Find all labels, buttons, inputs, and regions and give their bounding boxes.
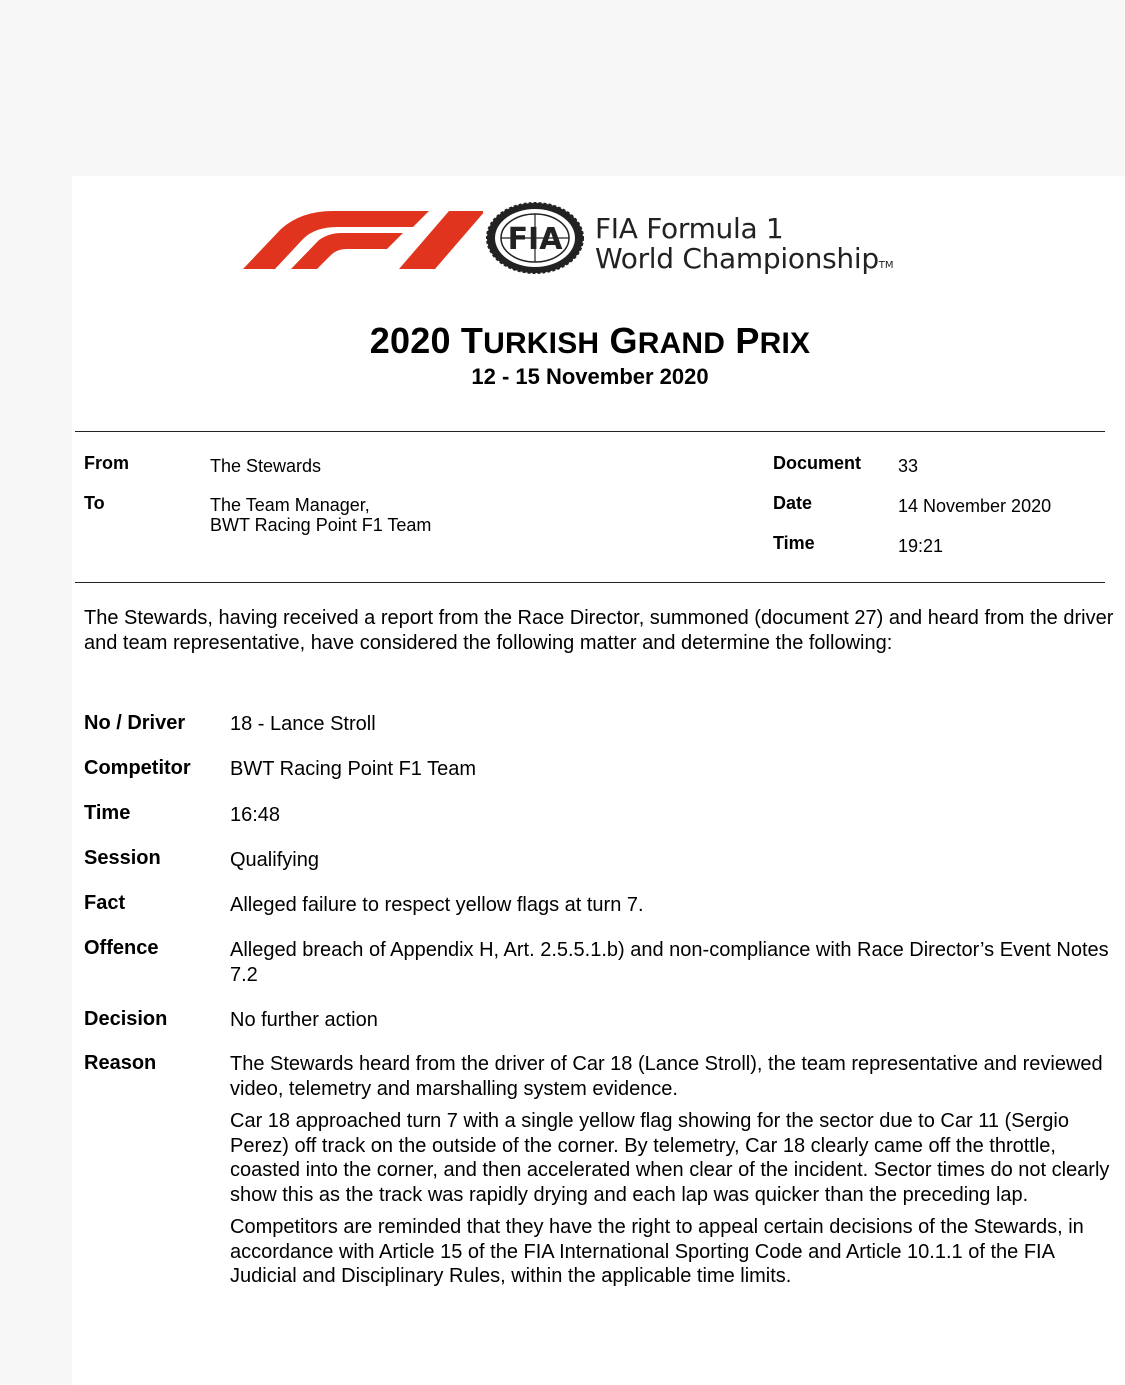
fact-value: Alleged failure to respect yellow flags at turn 7. (230, 894, 644, 916)
session-value: Qualifying (230, 849, 319, 871)
divider-top (75, 431, 1105, 432)
brand-line-1: FIA Formula 1 (595, 212, 784, 245)
fact-label: Fact (84, 892, 126, 914)
time-label: Time (773, 533, 815, 553)
date-label: Date (773, 493, 813, 513)
driver-value: 18 - Lance Stroll (230, 713, 376, 735)
to-value: The Team Manager, BWT Racing Point F1 Team (210, 495, 432, 535)
brand-line-2: World ChampionshipTM (595, 242, 894, 275)
intro-paragraph: The Stewards, having received a report from the Race Director, summoned (document 27) and heard from the driver and team representative, have considered the following matter and determine the following: (84, 607, 1114, 654)
trademark: TM (878, 260, 894, 271)
title-word-3: PRIX (735, 320, 811, 361)
event-title: 2020 TURKISH GRAND PRIX (369, 320, 811, 361)
title-word-1: TURKISH (460, 320, 600, 361)
offence-value: Alleged breach of Appendix H, Art. 2.5.5.1.b) and non-compliance with Race Director’s Event Notes 7.2 (230, 939, 1109, 986)
fia-badge-icon (485, 201, 585, 275)
reason-text (230, 1052, 1110, 1297)
event-dates: 12 - 15 November 2020 (471, 364, 709, 389)
reason-label: Reason (84, 1052, 157, 1074)
from-value: The Stewards (210, 456, 322, 476)
from-label: From (84, 453, 129, 473)
session-label: Session (84, 847, 161, 869)
driver-label: No / Driver (84, 712, 186, 734)
incident-time-label: Time (84, 802, 131, 824)
competitor-value: BWT Racing Point F1 Team (230, 758, 477, 780)
competitor-label: Competitor (84, 757, 191, 779)
document-value: 33 (898, 456, 919, 476)
header-logos (243, 201, 963, 277)
championship-wordmark (595, 214, 894, 281)
svg-text:FIA: FIA (507, 222, 563, 257)
decision-value: No further action (230, 1009, 378, 1031)
reason-paragraph: Car 18 approached turn 7 with a single yellow flag showing for the sector due to Car 11 (Sergio Perez) off track on the outside of the corner. By telemetry, Car 18 clearly came off the throttle, coasted into the corner, and then accelerated when clear of the incident. Sector times do not clearly show this as the track was rapidly drying and each lap was quicker than the preceding lap. (230, 1110, 1110, 1206)
to-label: To (84, 493, 105, 513)
incident-time-value: 16:48 (230, 804, 281, 826)
document-label: Document (773, 453, 862, 473)
title-word-2: GRAND (609, 320, 726, 361)
offence-label: Offence (84, 937, 159, 959)
reason-paragraph: The Stewards heard from the driver of Car 18 (Lance Stroll), the team representative and reviewed video, telemetry and marshalling system evidence. (230, 1053, 1103, 1100)
divider-bottom (75, 582, 1105, 583)
time-value: 19:21 (898, 536, 944, 556)
decision-label: Decision (84, 1008, 168, 1030)
f1-logo (243, 207, 483, 271)
date-value: 14 November 2020 (898, 496, 1052, 516)
reason-paragraph: Competitors are reminded that they have the right to appeal certain decisions of the Stewards, in accordance with Article 15 of the FIA International Sporting Code and Article 10.1.1 of the FIA Judicial and Disciplinary Rules, within the applicable time limits. (230, 1216, 1084, 1287)
